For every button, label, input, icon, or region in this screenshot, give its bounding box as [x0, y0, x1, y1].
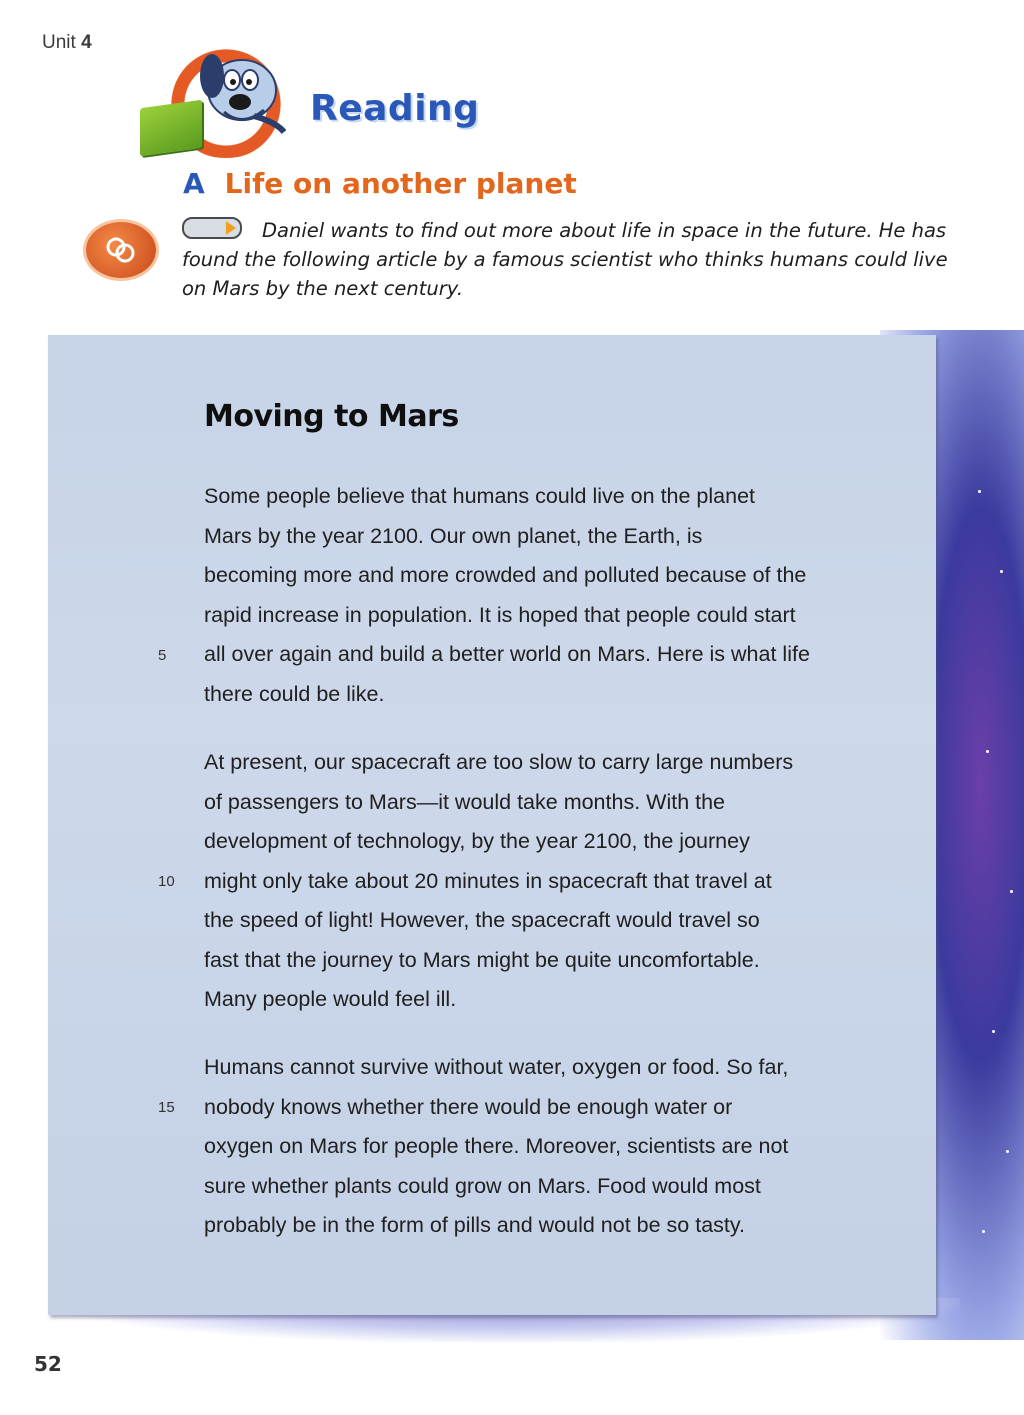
- dog-mascot-icon: [184, 46, 294, 136]
- line-number-5: 5: [158, 647, 167, 664]
- reading-banner: [132, 36, 492, 156]
- text-line: Mars by the year 2100. Our own planet, the Earth, is: [204, 523, 703, 548]
- text-line: Humans cannot survive without water, oxygen or food. So far,: [204, 1055, 789, 1079]
- unit-prefix: Unit: [42, 32, 76, 53]
- text-line: of passengers to Mars—it would take months. With the: [204, 789, 726, 814]
- paragraph-2: [204, 743, 894, 1020]
- reading-title: Reading: [310, 88, 480, 129]
- text-line: might only take about 20 minutes in spacecraft that travel at: [204, 868, 772, 893]
- text-line: fast that the journey to Mars might be quite uncomfortable.: [204, 947, 760, 972]
- text-line: At present, our spacecraft are too slow to carry large numbers: [204, 750, 794, 774]
- text-line: becoming more and more crowded and polluted because of the: [204, 563, 807, 587]
- article-title: Moving to Mars: [204, 399, 459, 434]
- line-number-10: 10: [158, 873, 175, 890]
- text-line: the speed of light! However, the spacecraft would travel so: [204, 908, 760, 932]
- text-line: oxygen on Mars for people there. Moreover, scientists are not: [204, 1134, 789, 1158]
- text-line: nobody knows whether there would be enough water or: [204, 1094, 733, 1119]
- text-line: sure whether plants could grow on Mars. Food would most: [204, 1173, 761, 1198]
- cd-track-icon[interactable]: [182, 217, 242, 239]
- section-heading: [183, 167, 577, 200]
- line-number-15: 15: [158, 1099, 175, 1116]
- text-line: there could be like.: [204, 681, 385, 706]
- text-line: probably be in the form of pills and would not be so tasty.: [204, 1213, 745, 1237]
- unit-number: 4: [81, 32, 92, 53]
- text-line: development of technology, by the year 2100, the journey: [204, 829, 750, 853]
- unit-label: [42, 32, 92, 54]
- section-title: Life on another planet: [224, 167, 577, 200]
- section-letter: A: [183, 167, 205, 200]
- text-line: all over again and build a better world on Mars. Here is what life: [204, 642, 810, 666]
- headphones-icon: [104, 233, 138, 267]
- text-line: Some people believe that humans could live on the planet: [204, 484, 756, 508]
- audio-disc-icon[interactable]: [86, 222, 156, 278]
- page-number: 52: [34, 1352, 62, 1376]
- article-panel: [48, 335, 936, 1315]
- intro-text: [182, 216, 962, 303]
- intro-body: Daniel wants to find out more about life in space in the future. He has found the following article by a famous scientist who thinks humans could live on Mars by the next century.: [182, 219, 948, 300]
- text-line: Many people would feel ill.: [204, 987, 457, 1011]
- paragraph-1: [204, 477, 894, 714]
- paragraph-3: [204, 1048, 894, 1246]
- text-line: rapid increase in population. It is hoped that people could start: [204, 602, 796, 627]
